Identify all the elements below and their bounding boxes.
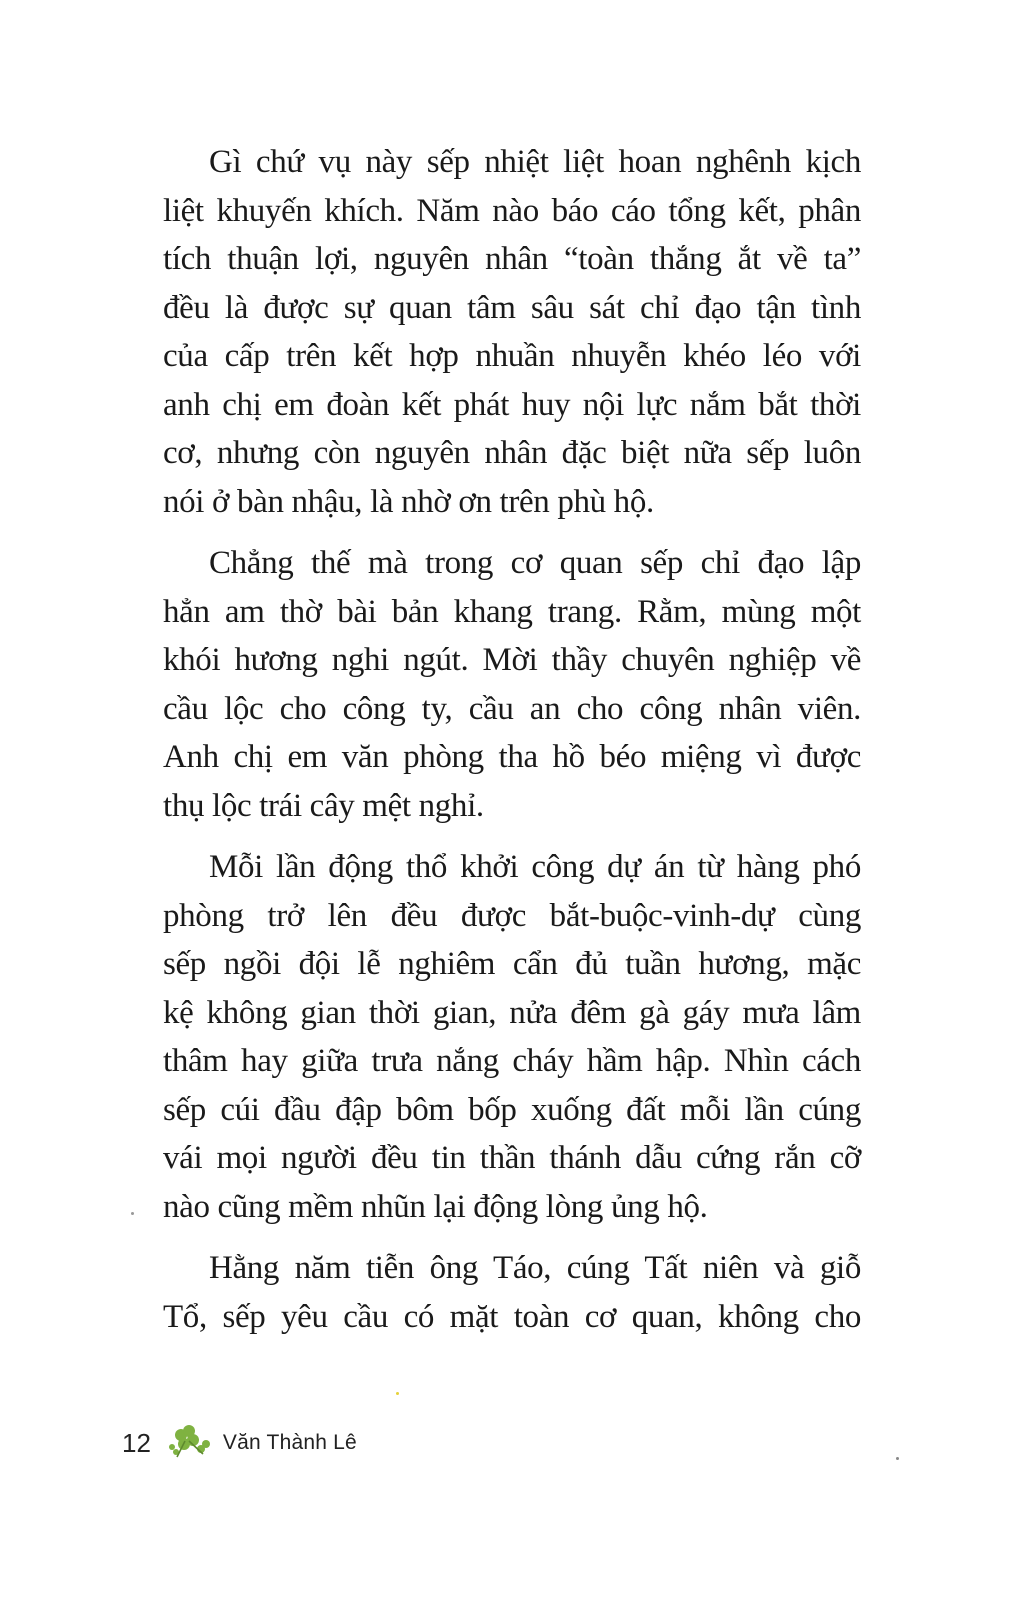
text-line: cơ, nhưng còn nguyên nhân đặc biệt nữa sếp luôn xyxy=(163,435,861,471)
text-line: thâm hay giữa trưa nắng cháy hầm hập. Nhìn cách xyxy=(163,1043,861,1079)
text-line: hẳn am thờ bài bản khang trang. Rằm, mùng một xyxy=(163,593,861,630)
text-line: liệt khuyến khích. Năm nào báo cáo tổng kết, phân xyxy=(163,192,861,229)
print-speck xyxy=(396,1392,399,1395)
paragraph-1 xyxy=(163,138,861,526)
body-text xyxy=(163,138,861,1354)
text-line: Gì chứ vụ này sếp nhiệt liệt hoan nghênh kịch xyxy=(209,144,861,180)
text-line: kệ không gian thời gian, nửa đêm gà gáy mưa lâm xyxy=(163,994,861,1031)
text-line: phòng trở lên đều được bắt-buộc-vinh-dự cùng xyxy=(163,897,861,934)
text-line: Mỗi lần động thổ khởi công dự án từ hàng phó xyxy=(209,849,861,885)
print-speck xyxy=(896,1457,899,1460)
text-line: tích thuận lợi, nguyên nhân “toàn thắng ắt về ta” xyxy=(163,241,861,277)
text-line: cầu lộc cho công ty, cầu an cho công nhân viên. xyxy=(163,690,861,727)
text-line: của cấp trên kết hợp nhuần nhuyễn khéo léo với xyxy=(163,338,861,374)
page-footer xyxy=(122,1418,357,1468)
text-line: nói ở bàn nhậu, là nhờ ơn trên phù hộ. xyxy=(163,483,654,520)
text-line: sếp ngồi đội lễ nghiêm cẩn đủ tuần hương, mặc xyxy=(163,946,861,982)
text-line: thụ lộc trái cây mệt nghỉ. xyxy=(163,787,484,824)
text-line: anh chị em đoàn kết phát huy nội lực nắm bắt thời xyxy=(163,386,861,423)
text-line: đều là được sự quan tâm sâu sát chỉ đạo tận tình xyxy=(163,289,861,326)
text-line: Chẳng thế mà trong cơ quan sếp chỉ đạo lập xyxy=(209,545,861,581)
text-line: vái mọi người đều tin thần thánh dẫu cứng rắn cỡ xyxy=(163,1140,861,1176)
paragraph-3 xyxy=(163,843,861,1231)
text-line: Hằng năm tiễn ông Táo, cúng Tất niên và giỗ xyxy=(209,1250,861,1286)
page-number: 12 xyxy=(122,1427,151,1458)
print-speck xyxy=(131,1212,134,1215)
text-line: Tổ, sếp yêu cầu có mặt toàn cơ quan, không cho xyxy=(163,1298,861,1335)
text-line: nào cũng mềm nhũn lại động lòng ủng hộ. xyxy=(163,1188,708,1225)
author-name: Văn Thành Lê xyxy=(222,1431,357,1454)
paragraph-2 xyxy=(163,539,861,830)
text-line: khói hương nghi ngút. Mời thầy chuyên nghiệp về xyxy=(163,642,861,678)
text-line: Anh chị em văn phòng tha hồ béo miệng vì được xyxy=(163,739,861,775)
paragraph-4 xyxy=(163,1244,861,1341)
text-line: sếp cúi đầu đập bôm bốp xuống đất mỗi lần cúng xyxy=(163,1091,861,1128)
clover-icon xyxy=(163,1423,213,1463)
